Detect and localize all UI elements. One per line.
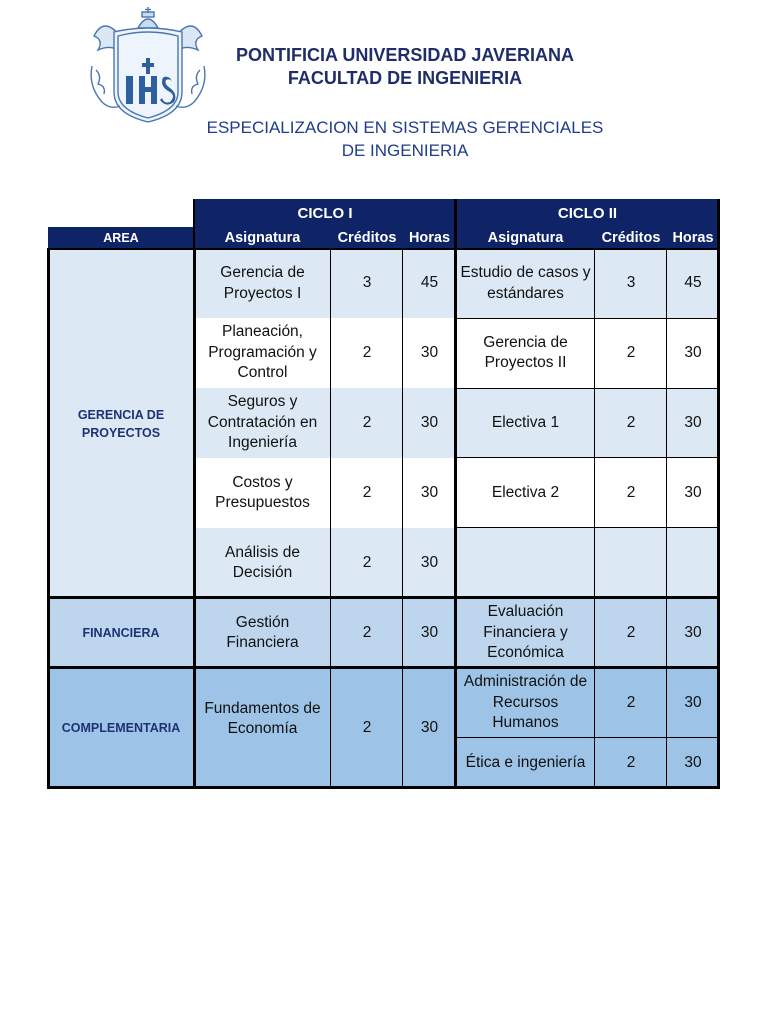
c1-credits-5: 2 <box>331 528 403 598</box>
column-header-area: AREA <box>48 227 194 249</box>
c2-hours-1: 45 <box>667 249 719 318</box>
grid-line <box>717 199 720 789</box>
c2-credits-4: 2 <box>595 458 667 528</box>
c1-hours-1: 45 <box>403 249 456 318</box>
c1-subject-2: Planeación, Programación y Control <box>194 318 331 388</box>
c1-credits-6: 2 <box>331 598 403 668</box>
faculty-title: FACULTAD DE INGENIERIA <box>287 68 523 88</box>
c1-subject-4: Costos y Presupuestos <box>194 458 331 528</box>
c1-hours-2: 30 <box>403 318 456 388</box>
c2-subject-8: Ética e ingeniería <box>456 738 595 788</box>
grid-line <box>47 248 50 789</box>
c2-subject-3: Electiva 1 <box>456 388 595 458</box>
c2-credits-6: 2 <box>595 598 667 668</box>
column-header-subject-1: Asignatura <box>194 227 331 249</box>
c2-credits-3: 2 <box>595 388 667 458</box>
grid-line <box>456 737 719 738</box>
c2-subject-4: Electiva 2 <box>456 458 595 528</box>
c2-hours-7: 30 <box>667 668 719 738</box>
c2-subject-2: Gerencia de Proyectos II <box>456 318 595 388</box>
column-header-hours-1: Horas <box>403 227 456 249</box>
c1-credits-2: 2 <box>331 318 403 388</box>
grid-line <box>402 248 403 789</box>
c1-hours-5: 30 <box>403 528 456 598</box>
c2-hours-5 <box>667 528 719 598</box>
column-header-subject-2: Asignatura <box>456 227 595 249</box>
cycle-1-header: CICLO I <box>194 199 456 227</box>
grid-line <box>456 457 719 458</box>
grid-line <box>666 248 667 789</box>
program-line-2: DE INGENIERIA <box>341 141 469 160</box>
grid-line <box>456 388 719 389</box>
grid-line <box>47 666 720 669</box>
column-header-credits-2: Créditos <box>595 227 667 249</box>
grid-line <box>594 248 595 789</box>
grid-line <box>193 199 195 249</box>
grid-line <box>456 318 719 319</box>
c2-credits-7: 2 <box>595 668 667 738</box>
c2-subject-7: Administración de Recursos Humanos <box>456 668 595 738</box>
cycle-2-header: CICLO II <box>456 199 719 227</box>
c1-subject-7: Fundamentos de Economía <box>194 668 331 788</box>
area-financiera: FINANCIERA <box>48 598 194 668</box>
c2-hours-8: 30 <box>667 738 719 788</box>
c1-subject-1: Gerencia de Proyectos I <box>194 249 331 318</box>
c2-subject-5 <box>456 528 595 598</box>
program-line-1: ESPECIALIZACION EN SISTEMAS GERENCIALES <box>206 118 604 137</box>
c2-subject-1: Estudio de casos y estándares <box>456 249 595 318</box>
c1-hours-6: 30 <box>403 598 456 668</box>
c2-credits-1: 3 <box>595 249 667 318</box>
c1-hours-3: 30 <box>403 388 456 458</box>
c1-subject-3: Seguros y Contratación en Ingeniería <box>194 388 331 458</box>
c1-credits-3: 2 <box>331 388 403 458</box>
c2-credits-8: 2 <box>595 738 667 788</box>
c2-hours-4: 30 <box>667 458 719 528</box>
area-gerencia-de-proyectos: GERENCIA DE PROYECTOS <box>48 249 194 598</box>
c2-subject-6: Evaluación Financiera y Económica <box>456 598 595 668</box>
column-header-hours-2: Horas <box>667 227 719 249</box>
c1-credits-7: 2 <box>331 668 403 788</box>
grid-line <box>47 786 720 789</box>
column-header-credits-1: Créditos <box>331 227 403 249</box>
grid-line <box>456 527 719 528</box>
university-title: PONTIFICIA UNIVERSIDAD JAVERIANA <box>235 45 575 65</box>
c1-hours-7: 30 <box>403 668 456 788</box>
grid-line <box>330 248 331 789</box>
c1-hours-4: 30 <box>403 458 456 528</box>
c1-credits-1: 3 <box>331 249 403 318</box>
c1-subject-6: Gestión Financiera <box>194 598 331 668</box>
area-complementaria: COMPLEMENTARIA <box>48 668 194 788</box>
c2-hours-3: 30 <box>667 388 719 458</box>
grid-line <box>47 248 720 250</box>
c1-subject-5: Análisis de Decisión <box>194 528 331 598</box>
grid-line <box>47 596 720 599</box>
c2-credits-2: 2 <box>595 318 667 388</box>
grid-line <box>454 199 457 249</box>
grid-line <box>193 248 196 789</box>
c2-credits-5 <box>595 528 667 598</box>
c1-credits-4: 2 <box>331 458 403 528</box>
c2-hours-2: 30 <box>667 318 719 388</box>
grid-line <box>454 248 457 789</box>
c2-hours-6: 30 <box>667 598 719 668</box>
